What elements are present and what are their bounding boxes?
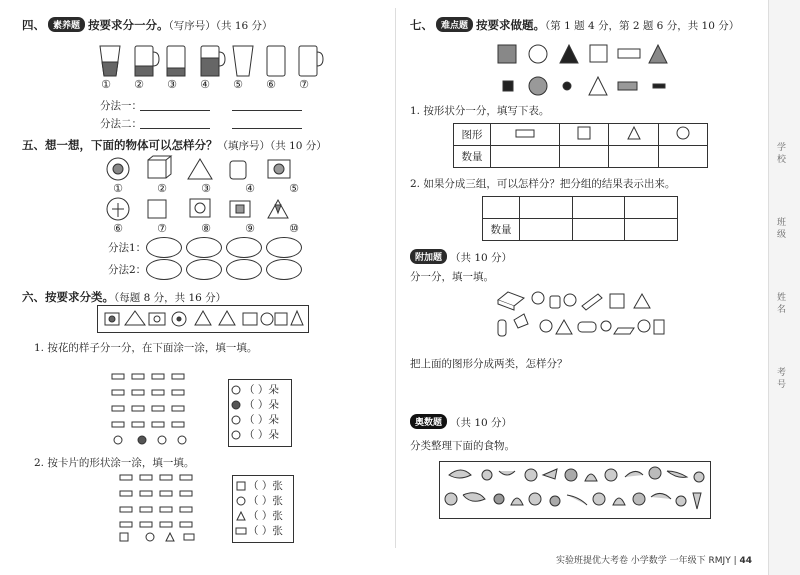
- section-5-heading: 五、想一想，下面的物体可以怎样分？（填序号）（共 10 分）: [22, 138, 327, 152]
- page-footer: 实验班提优大考卷 小学数学 一年级下 RMJY | 44: [555, 556, 752, 566]
- card-shape-icons: [235, 481, 249, 541]
- group-cell[interactable]: [572, 197, 625, 219]
- extra-heading: 附加题 （共 10 分）: [410, 249, 512, 265]
- binding-spine: 学 校 班 级 姓 名 考 号: [768, 0, 800, 575]
- answer-oval[interactable]: [186, 259, 222, 280]
- section-4-badge: 素养题: [48, 17, 85, 32]
- answer-oval[interactable]: [226, 237, 262, 258]
- extra-question: 把上面的图形分成两类，怎样分？: [410, 358, 568, 370]
- s4-answer-line[interactable]: [140, 128, 210, 129]
- section-7-badge: 难点题: [436, 17, 473, 32]
- s5-method-1-label: 分法1：: [108, 242, 147, 254]
- answer-oval[interactable]: [146, 259, 182, 280]
- count-cell[interactable]: [560, 146, 609, 168]
- table-header-shape: 图形: [454, 124, 491, 146]
- s5-method-2-label: 分法2：: [108, 264, 147, 276]
- count-cell[interactable]: [491, 146, 560, 168]
- section-4-numbers: ① ② ③ ④ ⑤ ⑥ ⑦: [101, 78, 309, 91]
- s4-answer-line[interactable]: [232, 128, 302, 129]
- card-count-rows[interactable]: （ ）张 （ ）张 （ ）张 （ ）张: [248, 480, 283, 537]
- group-cell[interactable]: [625, 197, 678, 219]
- cards-strip: [97, 305, 309, 333]
- extra-instruction: 分一分，填一填。: [410, 271, 494, 283]
- s4-method-1-label: 分法一：: [100, 100, 142, 112]
- s4-answer-line[interactable]: [140, 110, 210, 111]
- group-cell[interactable]: [483, 197, 520, 219]
- rect-shape-cell: [491, 124, 560, 146]
- triangle-shape-cell: [609, 124, 658, 146]
- flower-icons: [230, 385, 244, 445]
- extra-badge: 附加题: [410, 249, 447, 264]
- s7-q1-text: 1. 按形状分一分，填写下表。: [410, 105, 550, 117]
- answer-oval[interactable]: [266, 259, 302, 280]
- section-4-heading: 四、 素养题 按要求分一分。（写序号）（共 16 分）: [22, 18, 273, 32]
- table-header-count: 数量: [483, 219, 520, 241]
- count-cell[interactable]: [625, 219, 678, 241]
- count-cell[interactable]: [658, 146, 707, 168]
- coloring-bars-1: [112, 372, 192, 448]
- coloring-bars-2: [120, 473, 200, 543]
- page-number: 44: [739, 556, 752, 566]
- section-5-numbers-a: ① ② ③ ④ ⑤: [113, 182, 299, 195]
- food-illustration: [439, 461, 711, 519]
- answer-oval[interactable]: [146, 237, 182, 258]
- answer-oval[interactable]: [226, 259, 262, 280]
- group-cell[interactable]: [520, 197, 573, 219]
- olympiad-heading: 奥数题 （共 10 分）: [410, 414, 512, 430]
- olympiad-instruction: 分类整理下面的食物。: [410, 440, 515, 452]
- olympiad-badge: 奥数题: [410, 414, 447, 429]
- circle-shape-cell: [658, 124, 707, 146]
- grouping-table: [482, 196, 678, 241]
- solids-illustration: [494, 290, 664, 348]
- page-divider: [395, 8, 396, 548]
- count-cell[interactable]: [609, 146, 658, 168]
- answer-oval[interactable]: [186, 237, 222, 258]
- count-cell[interactable]: [572, 219, 625, 241]
- shapes-illustration: [497, 44, 672, 99]
- square-shape-cell: [560, 124, 609, 146]
- flower-count-rows[interactable]: （ ）朵 （ ）朵 （ ）朵 （ ）朵: [244, 384, 279, 441]
- s6-q2-text: 2. 按卡片的形状涂一涂，填一填。: [34, 457, 195, 469]
- section-7-heading: 七、 难点题 按要求做题。（第 1 题 4 分，第 2 题 6 分，共 10 分）: [410, 18, 740, 32]
- table-header-count: 数量: [454, 146, 491, 168]
- count-cell[interactable]: [520, 219, 573, 241]
- s6-q1-text: 1. 按花的样子分一分，在下面涂一涂，填一填。: [34, 342, 258, 354]
- section-5-numbers-b: ⑥ ⑦ ⑧ ⑨ ⑩: [113, 222, 299, 235]
- s4-answer-line[interactable]: [232, 110, 302, 111]
- answer-oval[interactable]: [266, 237, 302, 258]
- s7-q2-text: 2. 如果分成三组，可以怎样分？把分组的结果表示出来。: [410, 178, 676, 190]
- shape-count-table: [453, 123, 708, 168]
- section-6-heading: 六、按要求分类。（每题 8 分，共 16 分）: [22, 290, 227, 304]
- s4-method-2-label: 分法二：: [100, 118, 142, 130]
